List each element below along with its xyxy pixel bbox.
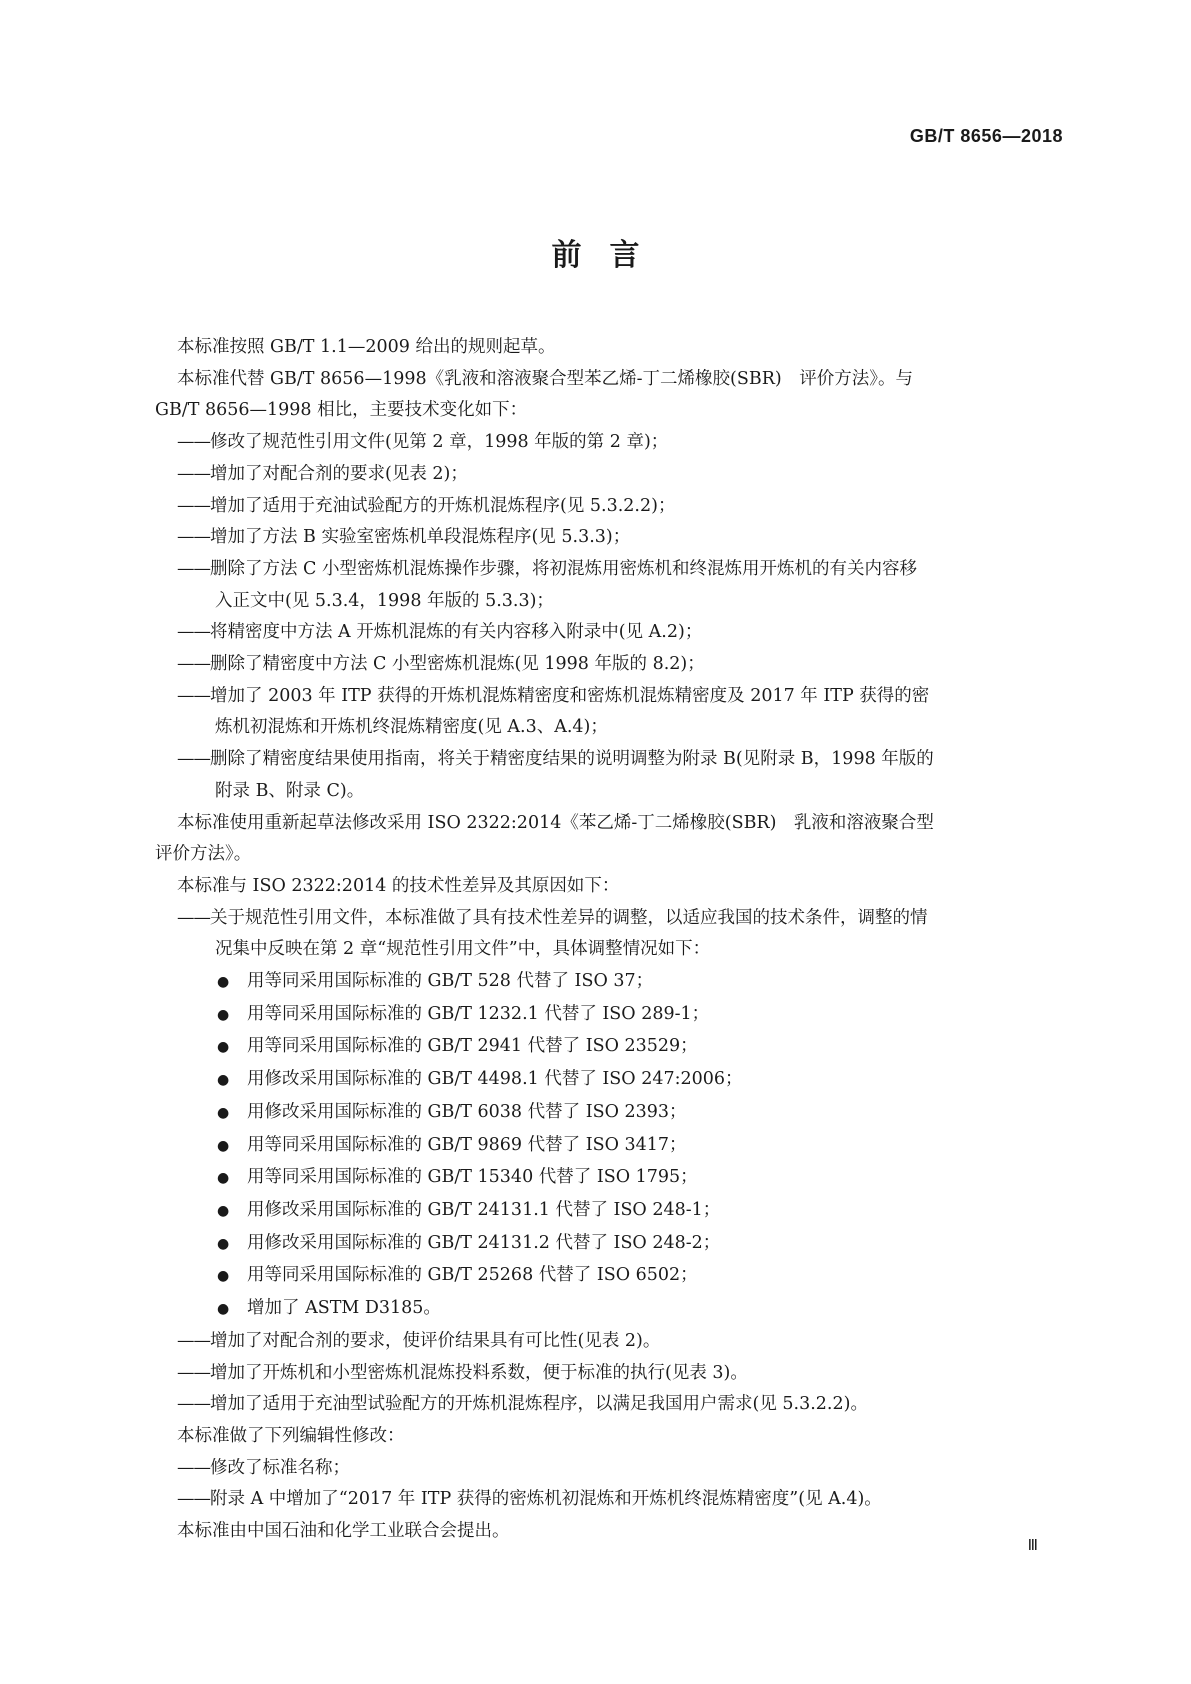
paragraph-line: GB/T 8656—1998 相比，主要技术变化如下： — [155, 400, 528, 421]
bullet-item: ● 用等同采用国际标准的 GB/T 15340 代替了 ISO 1795； — [155, 1162, 1061, 1195]
bullet-item: ● 用等同采用国际标准的 GB/T 25268 代替了 ISO 6502； — [155, 1260, 1061, 1293]
bullet-item: ● 用等同采用国际标准的 GB/T 1232.1 代替了 ISO 289-1； — [155, 999, 1061, 1032]
paragraph-line: 本标准代替 GB/T 8656—1998《乳液和溶液聚合型苯乙烯-丁二烯橡胶(SBR) 评价方法》。与 — [177, 368, 913, 389]
list-item: —— 删除了精密度中方法 C 小型密炼机混炼(见 1998 年版的 8.2)； — [155, 649, 1061, 681]
paragraph-line: 本标准按照 GB/T 1.1—2009 给出的规则起草。 — [177, 337, 556, 357]
bullet-item: ● 用修改采用国际标准的 GB/T 4498.1 代替了 ISO 247:2006； — [155, 1064, 1061, 1097]
paragraph-line: 本标准与 ISO 2322:2014 的技术性差异及其原因如下： — [177, 875, 620, 896]
list-item: —— 将精密度中方法 A 开炼机混炼的有关内容移入附录中(见 A.2)； — [155, 617, 1061, 649]
list-item: —— 删除了方法 C 小型密炼机混炼操作步骤，将初混炼用密炼机和终混炼用开炼机的有关内容移 — [155, 554, 1061, 586]
list-item: —— 关于规范性引用文件，本标准做了具有技术性差异的调整，以适应我国的技术条件，调整的情 — [155, 903, 1061, 935]
bullet-item: ● 用等同采用国际标准的 GB/T 9869 代替了 ISO 3417； — [155, 1130, 1061, 1163]
paragraph-line: 本标准使用重新起草法修改采用 ISO 2322:2014《苯乙烯-丁二烯橡胶(SBR) 乳液和溶液聚合型 — [177, 812, 934, 833]
bullet-item: ● 用修改采用国际标准的 GB/T 6038 代替了 ISO 2393； — [155, 1097, 1061, 1130]
list-item: —— 增加了方法 B 实验室密炼机单段混炼程序(见 5.3.3)； — [155, 522, 1061, 554]
list-item: —— 附录 A 中增加了“2017 年 ITP 获得的密炼机初混炼和开炼机终混炼精密度”(见 A.4)。 — [155, 1484, 1061, 1516]
page-number: Ⅲ — [1027, 1536, 1038, 1554]
list-item: —— 修改了标准名称； — [155, 1453, 1061, 1485]
list-item: —— 增加了对配合剂的要求(见表 2)； — [155, 459, 1061, 491]
bullet-item: ● 用修改采用国际标准的 GB/T 24131.1 代替了 ISO 248-1； — [155, 1195, 1061, 1228]
paragraph-line: 本标准由中国石油和化学工业联合会提出。 — [177, 1521, 510, 1542]
bullet-item: ● 用等同采用国际标准的 GB/T 2941 代替了 ISO 23529； — [155, 1031, 1061, 1064]
page-title: 前言 — [551, 238, 668, 273]
list-item-continuation: 况集中反映在第 2 章“规范性引用文件”中，具体调整情况如下： — [215, 939, 711, 960]
list-item: —— 增加了 2003 年 ITP 获得的开炼机混炼精密度和密炼机混炼精密度及 2017 年 ITP 获得的密 — [155, 681, 1061, 713]
bullet-item: ● 用等同采用国际标准的 GB/T 528 代替了 ISO 37； — [155, 966, 1061, 999]
bullet-item: ● 增加了 ASTM D3185。 — [155, 1293, 1061, 1326]
list-item: —— 修改了规范性引用文件(见第 2 章，1998 年版的第 2 章)； — [155, 427, 1061, 459]
paragraph-line: 评价方法》。 — [155, 844, 252, 865]
list-item-continuation: 炼机初混炼和开炼机终混炼精密度(见 A.3、A.4)； — [215, 717, 608, 738]
document-body — [155, 332, 1061, 1548]
list-item: —— 增加了适用于充油试验配方的开炼机混炼程序(见 5.3.2.2)； — [155, 491, 1061, 523]
list-item-continuation: 附录 B、附录 C)。 — [215, 780, 365, 801]
standard-number: GB/T 8656—2018 — [909, 126, 1063, 146]
list-item: —— 增加了适用于充油型试验配方的开炼机混炼程序，以满足我国用户需求(见 5.3.2.2)。 — [155, 1389, 1061, 1421]
list-item: —— 增加了对配合剂的要求，使评价结果具有可比性(见表 2)。 — [155, 1326, 1061, 1358]
paragraph-line: 本标准做了下列编辑性修改： — [177, 1425, 405, 1446]
list-item-continuation: 入正文中(见 5.3.4，1998 年版的 5.3.3)； — [215, 590, 554, 611]
list-item: —— 增加了开炼机和小型密炼机混炼投料系数，便于标准的执行(见表 3)。 — [155, 1358, 1061, 1390]
list-item: —— 删除了精密度结果使用指南，将关于精密度结果的说明调整为附录 B(见附录 B，1998 年版的 — [155, 744, 1061, 776]
bullet-item: ● 用修改采用国际标准的 GB/T 24131.2 代替了 ISO 248-2； — [155, 1228, 1061, 1261]
